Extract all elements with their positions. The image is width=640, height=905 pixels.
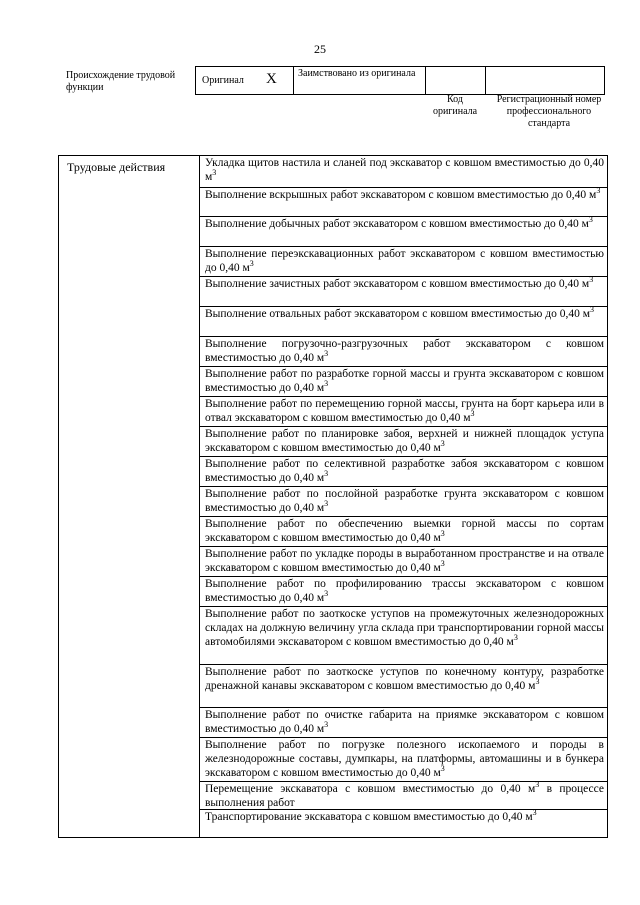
labor-action-item [200,307,607,337]
labor-action-item [200,427,607,457]
labor-action-text: Выполнение работ по разработке горной массы и грунта экскаватором с ковшом вместимостью до 0,40 м [205,368,604,394]
labor-action-text: Транспортирование экскаватора с ковшом вместимостью до 0,40 м [205,811,533,823]
labor-action-text: Укладка щитов настила и сланей под экскаватор с ковшом вместимостью до 0,40 м [205,157,604,183]
unit-superscript: 3 [324,469,329,479]
labor-action-text: Выполнение работ по послойной разработке грунта экскаватором с ковшом вместимостью до 0,40 м [205,488,604,514]
unit-superscript: 3 [324,720,329,730]
origin-regnum-cell [486,67,604,94]
origin-original-label: Оригинал [202,75,244,86]
unit-superscript: 3 [440,529,445,539]
unit-superscript: 3 [535,677,540,687]
labor-action-item [200,337,607,367]
labor-action-item [200,607,607,665]
code-caption: Код оригинала [432,94,478,117]
labor-action-item [200,188,607,217]
labor-action-item [200,782,607,810]
labor-action-item [200,156,607,188]
labor-action-text: Выполнение работ по погрузке полезного ископаемого и породы в железнодорожные составы, думпкары, на платформы, автомашины и в бункера экскаватором с ковшом вместимостью до 0,40 м [205,739,604,779]
labor-action-text: Выполнение вскрышных работ экскаватором с ковшом вместимостью до 0,40 м [205,189,597,201]
labor-action-item [200,708,607,738]
unit-superscript: 3 [532,810,537,818]
unit-superscript: 3 [535,782,540,790]
labor-action-text: Выполнение погрузочно-разгрузочных работ экскаватором с ковшом вместимостью до 0,40 м [205,338,604,364]
labor-actions-label: Трудовые действия [67,160,166,174]
labor-action-text: Выполнение работ по обеспечению выемки горной массы по сортам экскаватором с ковшом вместимостью до 0,40 м [205,518,604,544]
labor-action-text: Перемещение экскаватора с ковшом вместимостью до 0,40 м [205,783,536,795]
unit-superscript: 3 [324,589,329,599]
origin-code-cell [426,67,486,94]
labor-action-item [200,367,607,397]
labor-action-item [200,247,607,277]
regnum-caption: Регистрационный номер профессионального стандарта [496,94,602,129]
labor-action-text: Выполнение работ по планировке забоя, верхней и нижней площадок уступа экскаватором с ковшом вместимостью до 0,40 м [205,428,604,454]
labor-action-text: Выполнение зачистных работ экскаватором с ковшом вместимостью до 0,40 м [205,278,590,290]
unit-superscript: 3 [324,379,329,389]
labor-action-text: Выполнение работ по укладке породы в выработанном пространстве и на отвале экскаватором с ковшом вместимостью до 0,40 м [205,548,604,574]
unit-superscript: 3 [589,277,594,285]
labor-action-item [200,577,607,607]
unit-superscript: 3 [249,259,254,269]
labor-action-text-tail: в процессе выполнения работ [205,783,604,809]
unit-superscript: 3 [212,168,217,178]
labor-action-item [200,547,607,577]
unit-superscript: 3 [513,633,518,643]
labor-action-item [200,487,607,517]
labor-action-item [200,217,607,247]
origin-table [195,66,605,95]
origin-borrowed-cell [294,67,426,94]
labor-action-text: Выполнение работ по селективной разработке забоя экскаватором с ковшом вместимостью до 0,40 м [205,458,604,484]
unit-superscript: 3 [470,409,475,419]
labor-action-item [200,397,607,427]
labor-actions-table [58,155,608,838]
labor-action-item [200,277,607,307]
origin-label: Происхождение трудовой функции [66,70,176,93]
labor-action-text: Выполнение добычных работ экскаватором с ковшом вместимостью до 0,40 м [205,218,589,230]
labor-action-text: Выполнение работ по перемещению горной массы, грунта на борт карьера или в отвал экскаватором с ковшом вместимостью до 0,40 м [205,398,604,424]
labor-actions-list [200,156,607,837]
unit-superscript: 3 [590,307,595,315]
page-number: 25 [314,42,326,56]
origin-borrowed-label: Заимствовано из оригинала [298,68,416,79]
origin-original-cell [196,67,294,94]
unit-superscript: 3 [324,499,329,509]
labor-action-text: Выполнение работ по заоткоске уступов на промежуточных железнодорожных складах на должную величину угла склада при транспортировании горной массы автомобилями экскаватором с ковшом вместимостью до 0,40 м [205,608,605,648]
unit-superscript: 3 [440,439,445,449]
labor-action-text: Выполнение отвальных работ экскаватором с ковшом вместимостью до 0,40 м [205,308,591,320]
labor-action-item [200,738,607,782]
labor-action-item [200,665,607,708]
labor-action-text: Выполнение работ по очистке габарита на приямке экскаватором с ковшом вместимостью до 0,40 м [205,709,604,735]
unit-superscript: 3 [588,217,593,225]
labor-action-text: Выполнение работ по профилированию трассы экскаватором с ковшом вместимостью до 0,40 м [205,578,604,604]
labor-action-text: Выполнение работ по заоткоске уступов по конечному контуру, разработке дренажной канавы экскаватором с ковшом вместимостью до 0,40 м [205,666,604,692]
labor-action-item [200,810,607,827]
unit-superscript: 3 [440,764,445,774]
labor-action-item [200,457,607,487]
unit-superscript: 3 [324,349,329,359]
unit-superscript: 3 [440,559,445,569]
labor-action-text: Выполнение переэкскавационных работ экскаватором с ковшом вместимостью до 0,40 м [205,248,604,274]
origin-original-mark: X [266,71,277,87]
unit-superscript: 3 [596,188,601,196]
labor-action-item [200,517,607,547]
